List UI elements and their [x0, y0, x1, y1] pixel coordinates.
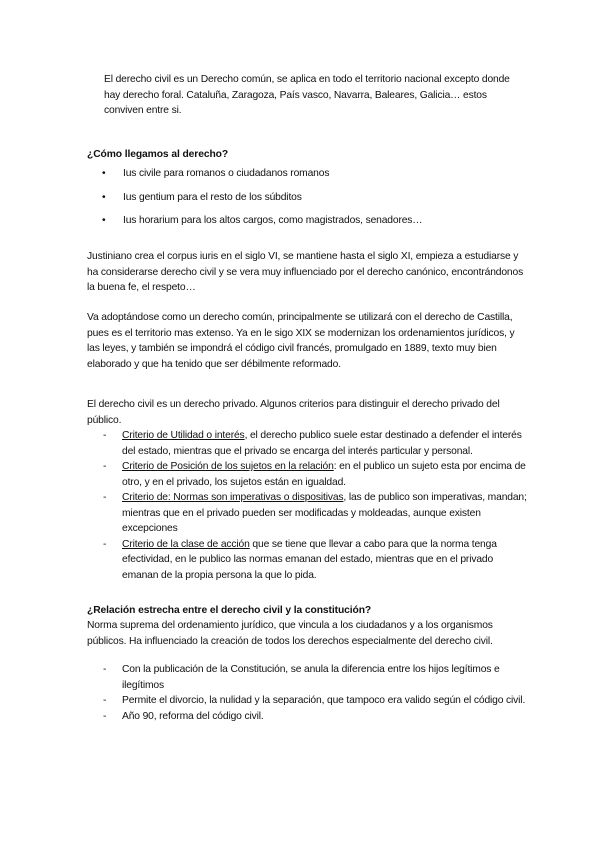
dash-icon: -	[103, 430, 107, 441]
paragraph-norma-suprema: Norma suprema del ordenamiento jurídico, que vincula a los ciudadanos y a los organismos públicos. Ha influenciado la creación de todos los derechos especialmente del derecho civil.	[87, 620, 493, 647]
list-item: - Año 90, reforma del código civil.	[87, 709, 527, 725]
dash-icon: -	[103, 461, 107, 472]
criterio-label: Criterio de Utilidad o interés	[122, 430, 245, 441]
list-item: - Criterio de: Normas son imperativas o dispositivas, las de publico son imperativas, mandan; mientras que en el privado pueden ser modificadas y moldeadas, aunque existen excepciones	[103, 492, 527, 534]
paragraph-castilla: Va adoptándose como un derecho común, principalmente se utilizará con el derecho de Castilla, pues es el territorio mas extenso. Ya en le sigo XIX se modernizan los ordenamientos jurídicos, y las leyes, y también se impondrá el código civil francés, promulgado en 1889, texto muy bien elaborado y que ha tenido que ser débilmente reformado.	[87, 312, 515, 370]
list-item: • Ius gentium para el resto de los súbditos	[87, 190, 527, 206]
bullet-icon: •	[102, 215, 106, 226]
list-item: - Criterio de Posición de los sujetos en la relación: en el publico un sujeto esta por encima de otro, y en el privado, los sujetos están en igualdad.	[103, 461, 526, 488]
bullet-icon: •	[102, 191, 106, 203]
dash-icon: -	[103, 538, 107, 550]
criterio-label: Criterio de: Normas son imperativas o dispositivas	[122, 492, 344, 503]
list-item: - Permite el divorcio, la nulidad y la separación, que tampoco era valido según el código civil.	[87, 693, 527, 709]
list-item: • Ius horarium para los altos cargos, como magistrados, senadores…	[87, 213, 527, 229]
paragraph-derecho-privado: El derecho civil es un derecho privado. Algunos criterios para distinguir el derecho privado del público.	[87, 399, 500, 426]
criterio-label: Criterio de la clase de acción	[122, 538, 250, 550]
criterio-label: Criterio de Posición de los sujetos en la relación	[122, 461, 334, 472]
list-item: • Ius civile para romanos o ciudadanos romanos	[87, 166, 527, 182]
list-item: - Criterio de Utilidad o interés, el derecho publico suele estar destinado a defender el interés del estado, mientras que el privado se encarga del interés particular y personal.	[103, 430, 522, 457]
constitucion-list	[87, 662, 527, 724]
criterios-list	[87, 428, 527, 583]
dash-icon: -	[103, 695, 107, 706]
list-item: - Criterio de la clase de acción que se tiene que llevar a cabo para que la norma tenga efectividad, en le publico las normas emanan del estado, mientras que en el privado emanan de la propia persona la que lo pida.	[103, 538, 497, 581]
dash-icon: -	[103, 664, 107, 675]
bullet-list-ius	[87, 166, 527, 237]
list-item: - Con la publicación de la Constitución, se anula la diferencia entre los hijos legítimos e ilegítimos	[103, 664, 500, 691]
section-heading-como-llegamos: ¿Cómo llegamos al derecho?	[87, 149, 229, 160]
dash-icon: -	[103, 492, 107, 503]
paragraph-justiniano: Justiniano crea el corpus iuris en el siglo VI, se mantiene hasta el siglo XI, empieza a estudiarse y ha considerarse derecho civil y se vera muy influenciado por el derecho canónico, encontrándonos la buena fe, el respeto…	[87, 251, 524, 293]
section-heading-constitucion: ¿Relación estrecha entre el derecho civil y la constitución?	[87, 605, 372, 616]
dash-icon: -	[103, 710, 107, 722]
intro-paragraph: El derecho civil es un Derecho común, se aplica en todo el territorio nacional excepto donde hay derecho foral. Cataluña, Zaragoza, País vasco, Navarra, Baleares, Galicia… estos conviven entre si.	[104, 74, 510, 116]
bullet-icon: •	[102, 168, 106, 179]
